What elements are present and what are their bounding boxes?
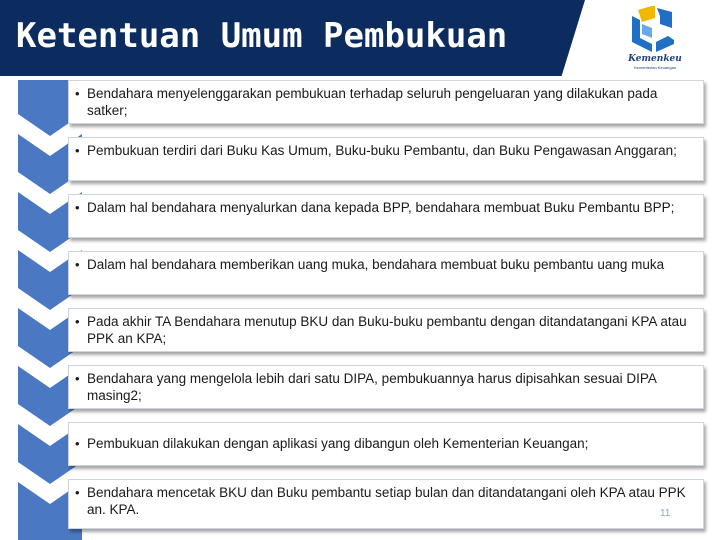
bullet-icon: • — [75, 485, 80, 500]
list-item-text: Bendahara mencetak BKU dan Buku pembantu setiap bulan dan ditandatangani oleh KPA atau PPK an. KPA. — [87, 485, 686, 517]
logo-text: Kemenkeu — [628, 54, 682, 64]
list-item — [68, 308, 704, 352]
list-item — [68, 365, 704, 409]
bullet-icon: • — [75, 314, 80, 329]
list-item — [68, 137, 704, 181]
page-number: 11 — [660, 508, 671, 519]
list-item — [68, 251, 704, 295]
slide-title: Ketentuan Umum Pembukuan — [16, 16, 508, 56]
bullet-icon: • — [75, 257, 80, 272]
list-item — [68, 479, 704, 529]
logo-subtext: Kementerian Keuangan — [633, 65, 677, 70]
kemenkeu-logo — [612, 6, 698, 72]
list-item-text: Pembukuan terdiri dari Buku Kas Umum, Buku-buku Pembantu, dan Buku Pengawasan Anggaran; — [87, 143, 677, 158]
bullet-icon: • — [75, 371, 80, 386]
kemenkeu-logo-icon — [612, 6, 698, 54]
list-item-text: Dalam hal bendahara menyalurkan dana kepada BPP, bendahara membuat Buku Pembantu BPP; — [87, 200, 675, 215]
list-item-text: Bendahara yang mengelola lebih dari satu DIPA, pembukuannya harus dipisahkan sesuai DIPA masing2; — [87, 371, 657, 403]
list-item-text: Pembukuan dilakukan dengan aplikasi yang dibangun oleh Kementerian Keuangan; — [87, 436, 589, 451]
slide-header — [0, 0, 720, 78]
list-item — [68, 80, 704, 124]
list-item-text: Dalam hal bendahara memberikan uang muka, bendahara membuat buku pembantu uang muka — [87, 257, 665, 272]
bullet-icon: • — [75, 200, 80, 215]
bullet-icon: • — [75, 86, 80, 101]
list-item — [68, 422, 704, 466]
list-item — [68, 194, 704, 238]
bullet-icon: • — [75, 436, 80, 451]
list-item-text: Pada akhir TA Bendahara menutup BKU dan Buku-buku pembantu dengan ditandatangani KPA atau PPK an KPA; — [87, 314, 687, 346]
bullet-icon: • — [75, 143, 80, 158]
list-item-text: Bendahara menyelenggarakan pembukuan terhadap seluruh pengeluaran yang dilakukan pada satker; — [87, 86, 658, 118]
